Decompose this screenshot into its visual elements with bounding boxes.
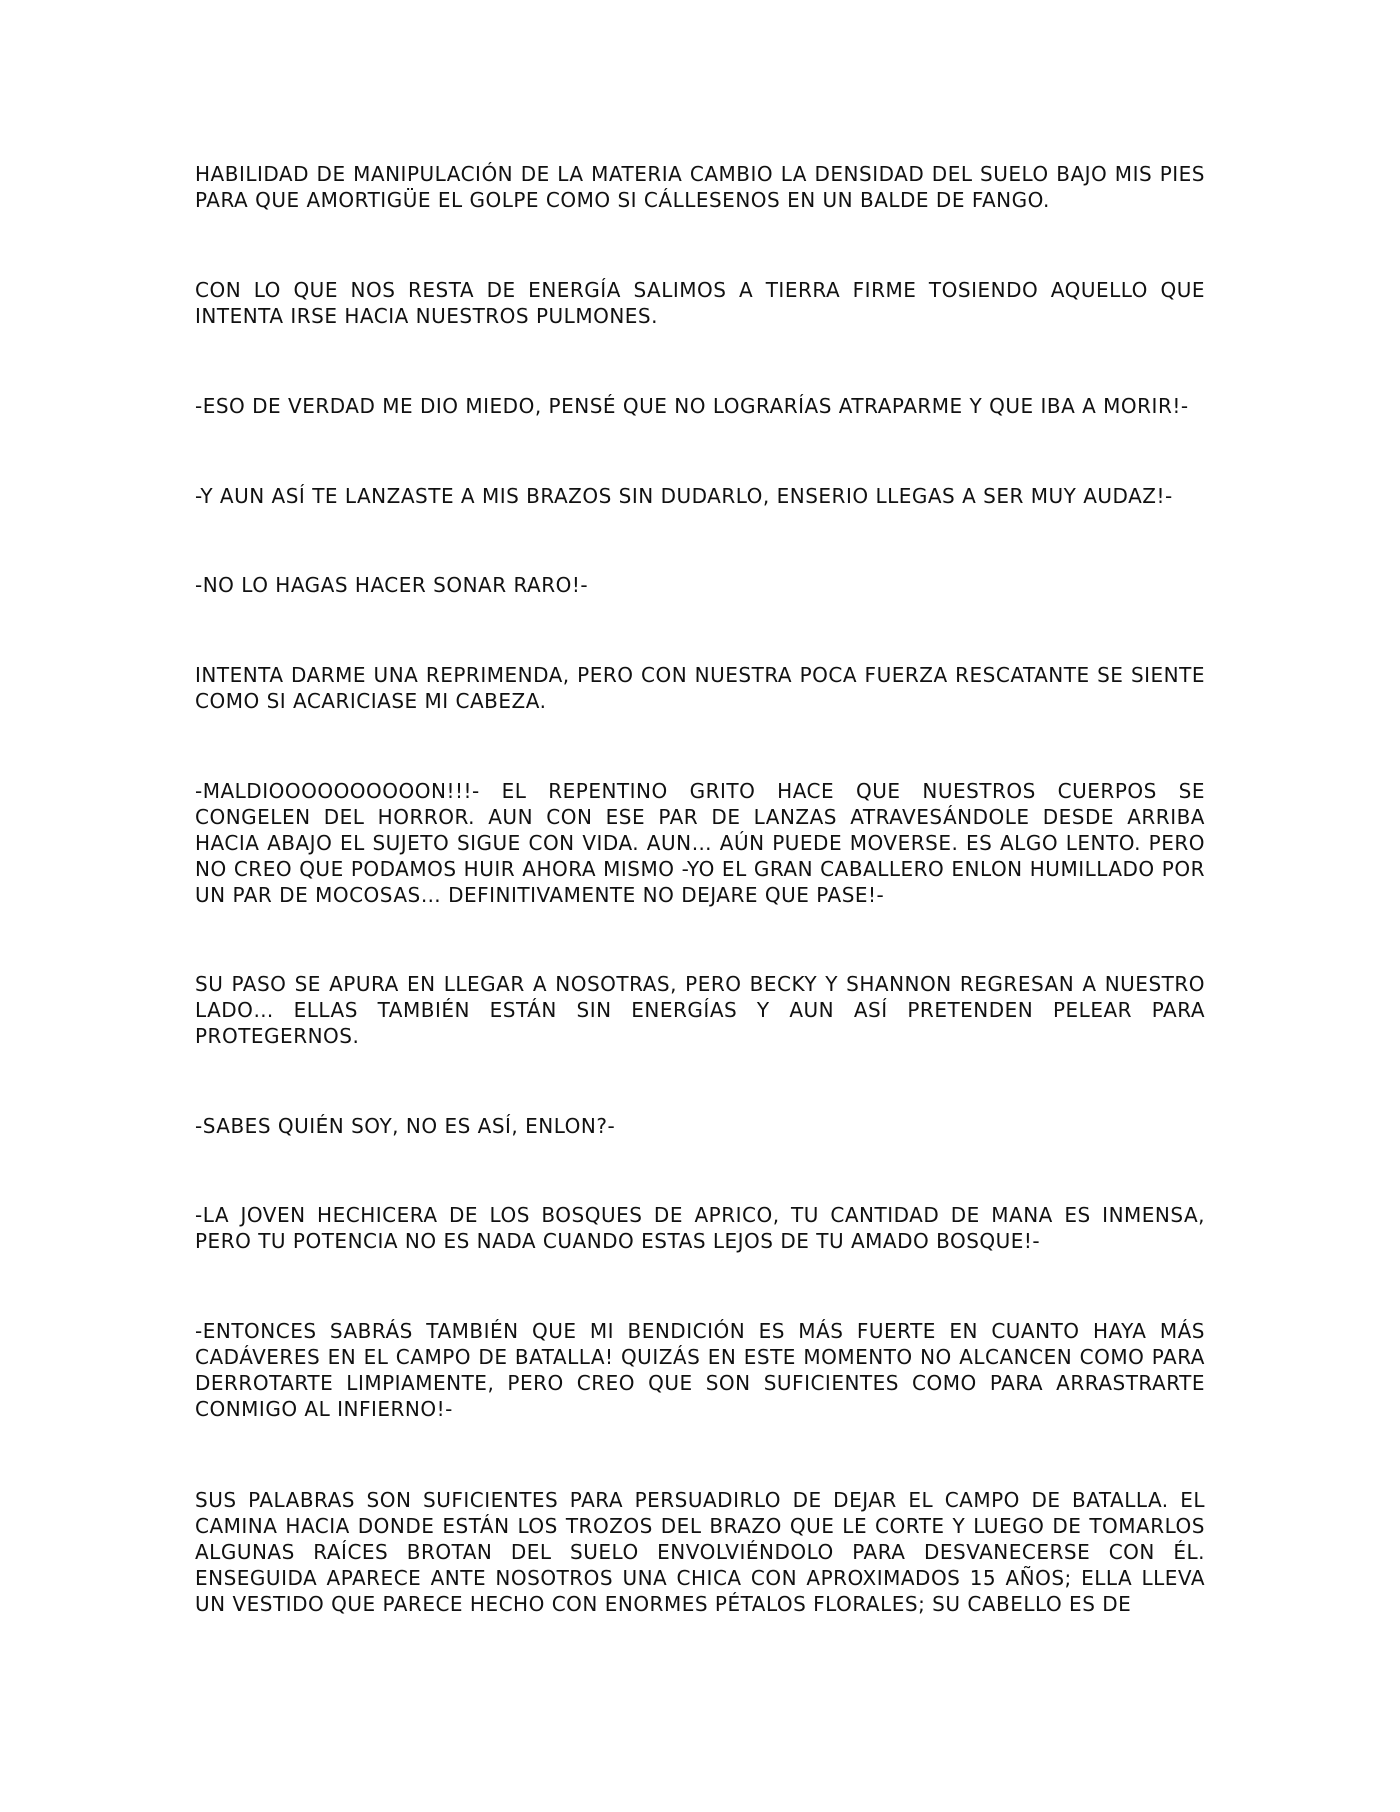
paragraph-7: -MALDIOOOOOOOOOON!!!- EL REPENTINO GRITO HACE QUE NUESTROS CUERPOS SE CONGELEN DEL HORROR. AUN CON ESE PAR DE LANZAS ATRAVESÁNDOLE DESDE ARRIBA HACIA ABAJO EL SUJETO SIGUE CON VIDA. AUN… AÚN PUEDE MOVERSE. ES ALGO LENTO. PERO NO CREO QUE PODAMOS HUIR AHORA MISMO -YO EL GRAN CABALLERO ENLON HUMILLADO POR UN PAR DE MOCOSAS… DEFINITIVAMENTE NO DEJARE QUE PASE!-	[195, 779, 1205, 907]
paragraph-1: HABILIDAD DE MANIPULACIÓN DE LA MATERIA CAMBIO LA DENSIDAD DEL SUELO BAJO MIS PIES PARA QUE AMORTIGÜE EL GOLPE COMO SI CÁLLESENOS EN UN BALDE DE FANGO.	[195, 162, 1205, 212]
paragraph-5: -NO LO HAGAS HACER SONAR RARO!-	[195, 573, 589, 597]
paragraph-12: SUS PALABRAS SON SUFICIENTES PARA PERSUADIRLO DE DEJAR EL CAMPO DE BATALLA. EL CAMINA HACIA DONDE ESTÁN LOS TROZOS DEL BRAZO QUE LE CORTE Y LUEGO DE TOMARLOS ALGUNAS RAÍCES BROTAN DEL SUELO ENVOLVIÉNDOLO PARA DESVANECERSE CON ÉL. ENSEGUIDA APARECE ANTE NOSOTROS UNA CHICA CON APROXIMADOS 15 AÑOS; ELLA LLEVA UN VESTIDO QUE PARECE HECHO CON ENORMES PÉTALOS FLORALES; SU CABELLO ES DE	[195, 1488, 1205, 1616]
paragraph-9: -SABES QUIÉN SOY, NO ES ASÍ, ENLON?-	[195, 1114, 616, 1138]
paragraph-10: -LA JOVEN HECHICERA DE LOS BOSQUES DE APRICO, TU CANTIDAD DE MANA ES INMENSA, PERO TU POTENCIA NO ES NADA CUANDO ESTAS LEJOS DE TU AMADO BOSQUE!-	[195, 1203, 1205, 1253]
paragraph-4: -Y AUN ASÍ TE LANZASTE A MIS BRAZOS SIN DUDARLO, ENSERIO LLEGAS A SER MUY AUDAZ!-	[195, 484, 1173, 508]
paragraph-6: INTENTA DARME UNA REPRIMENDA, PERO CON NUESTRA POCA FUERZA RESCATANTE SE SIENTE COMO SI ACARICIASE MI CABEZA.	[195, 663, 1205, 713]
paragraph-3: -ESO DE VERDAD ME DIO MIEDO, PENSÉ QUE NO LOGRARÍAS ATRAPARME Y QUE IBA A MORIR!-	[195, 394, 1189, 418]
paragraph-11: -ENTONCES SABRÁS TAMBIÉN QUE MI BENDICIÓN ES MÁS FUERTE EN CUANTO HAYA MÁS CADÁVERES EN EL CAMPO DE BATALLA! QUIZÁS EN ESTE MOMENTO NO ALCANCEN COMO PARA DERROTARTE LIMPIAMENTE, PERO CREO QUE SON SUFICIENTES COMO PARA ARRASTRARTE CONMIGO AL INFIERNO!-	[195, 1319, 1205, 1421]
paragraph-2: CON LO QUE NOS RESTA DE ENERGÍA SALIMOS A TIERRA FIRME TOSIENDO AQUELLO QUE INTENTA IRSE HACIA NUESTROS PULMONES.	[195, 278, 1205, 328]
paragraph-8: SU PASO SE APURA EN LLEGAR A NOSOTRAS, PERO BECKY Y SHANNON REGRESAN A NUESTRO LADO… ELLAS TAMBIÉN ESTÁN SIN ENERGÍAS Y AUN ASÍ PRETENDEN PELEAR PARA PROTEGERNOS.	[195, 972, 1205, 1048]
